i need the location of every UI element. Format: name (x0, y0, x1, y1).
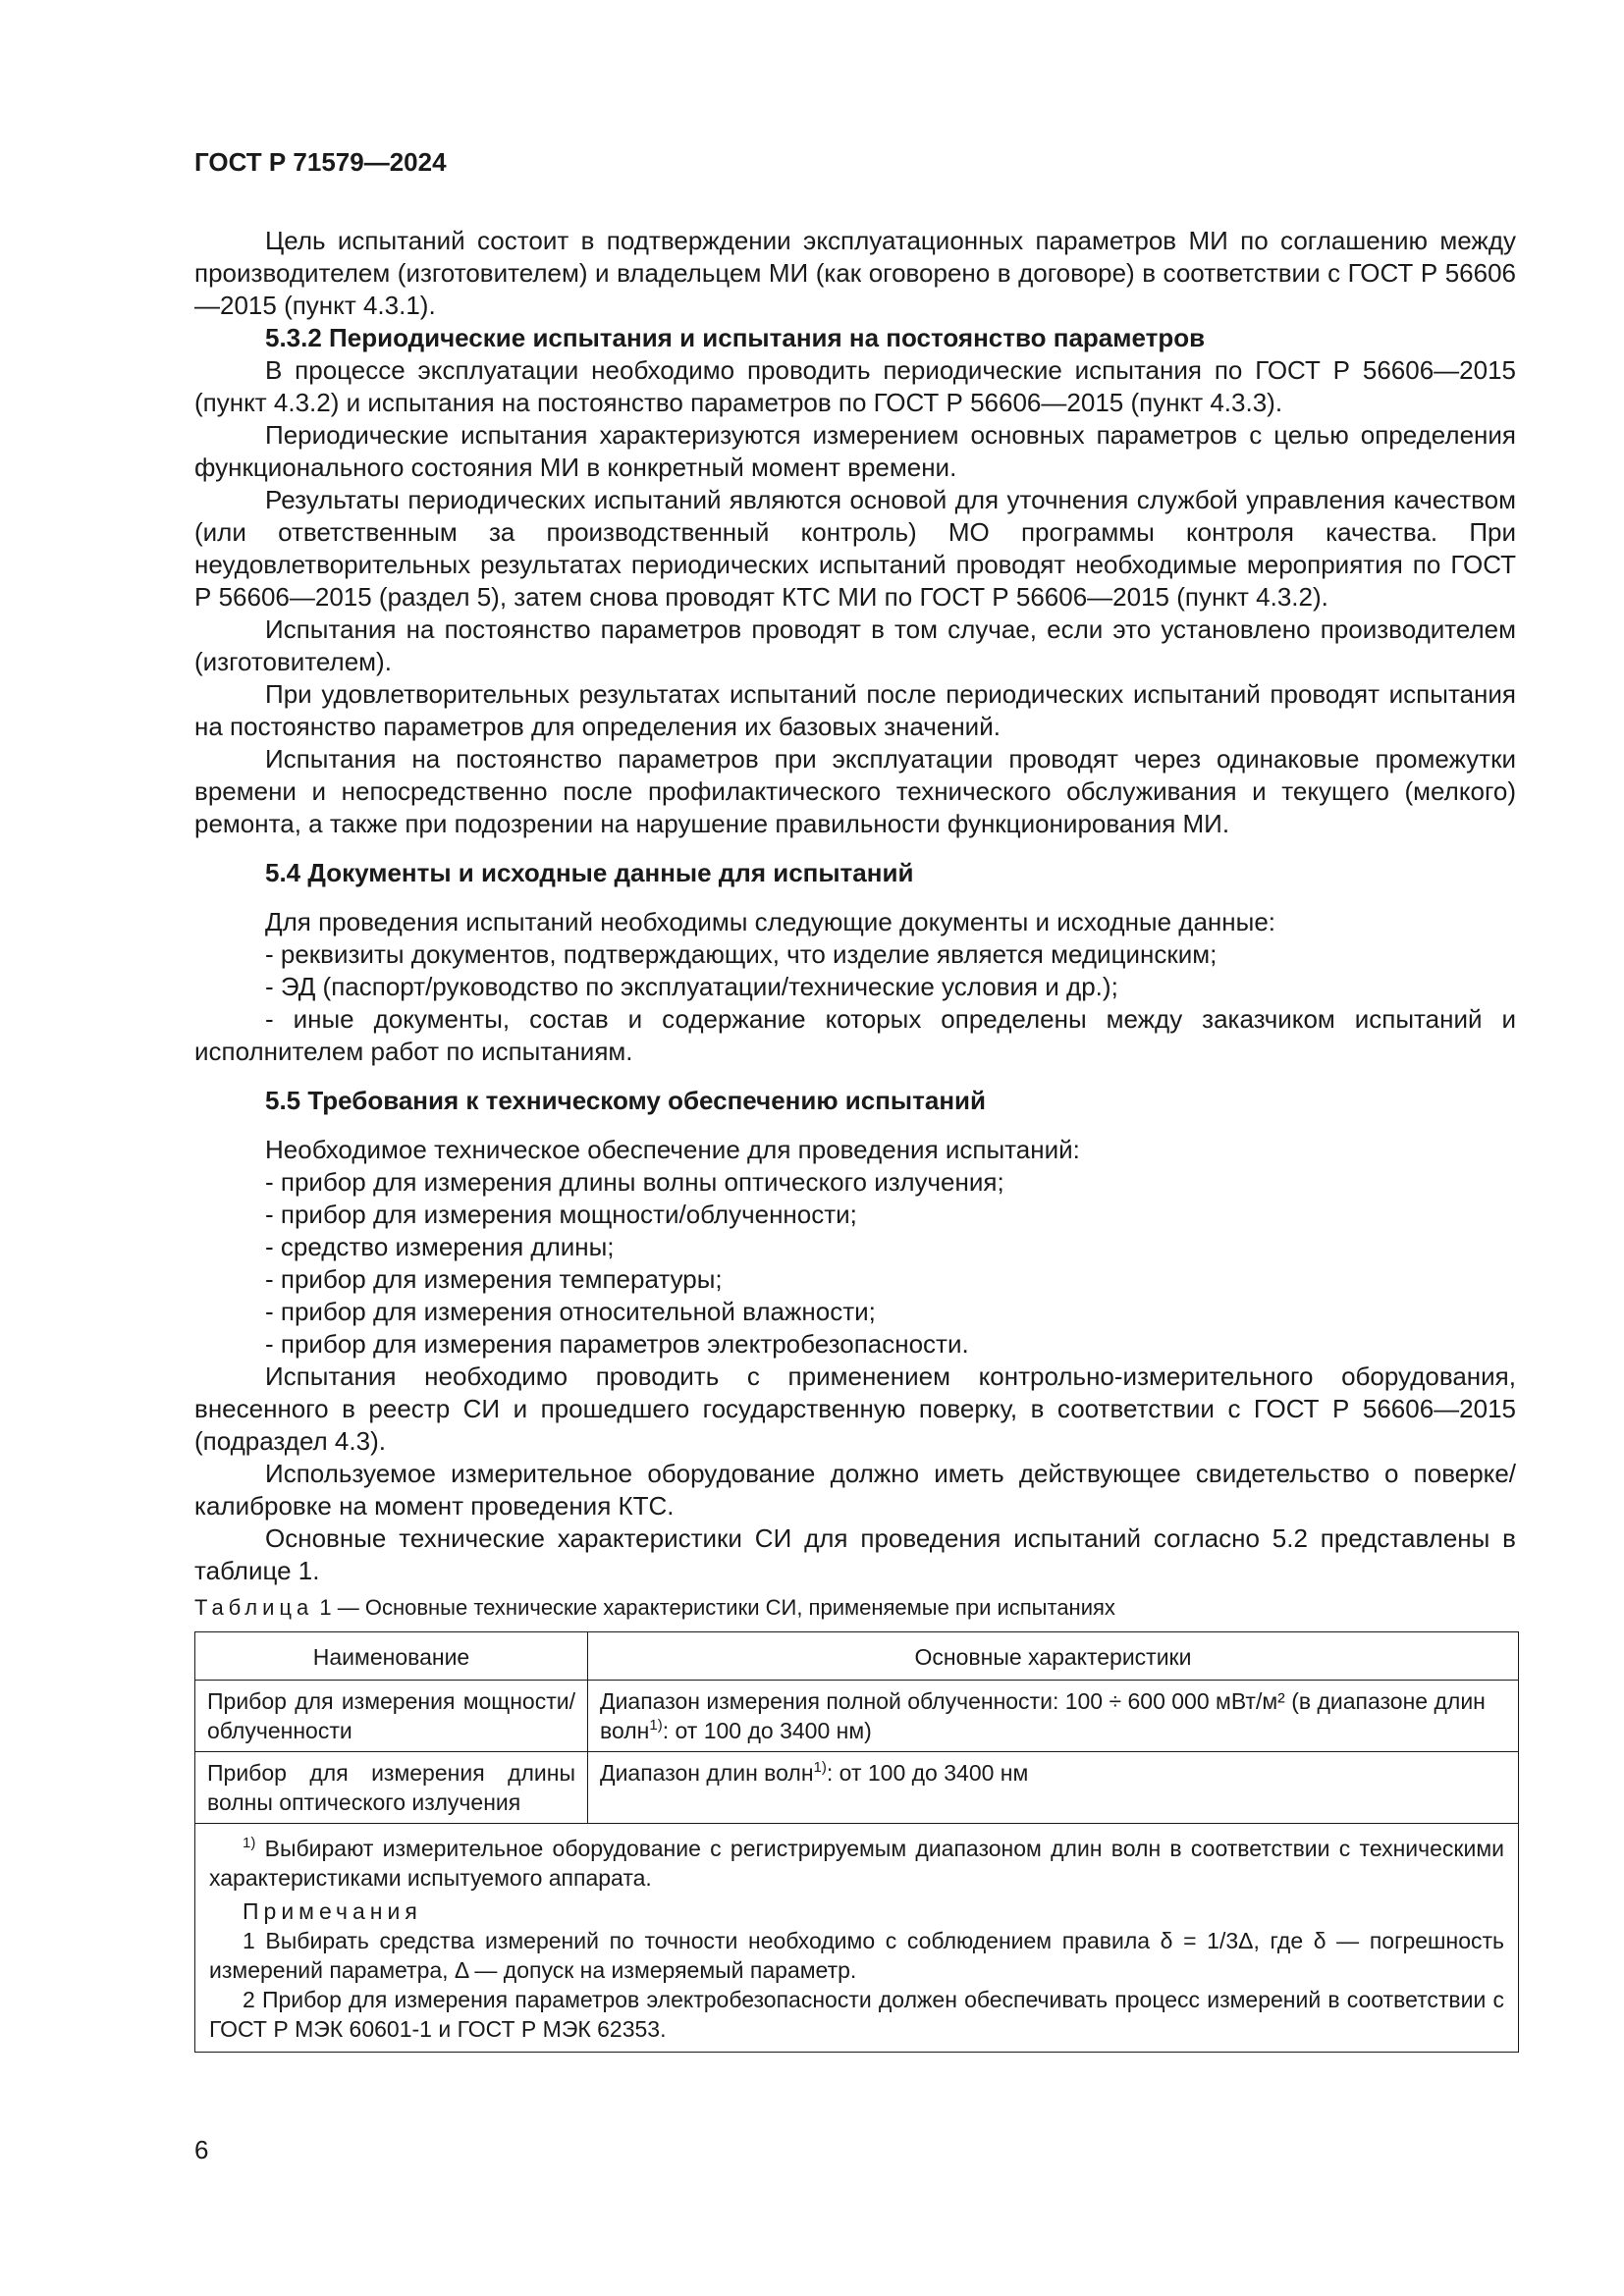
paragraph: При удовлетворительных результатах испытаний после периодических испытаний проводят испытания на постоянство параметров для определения их базовых значений. (194, 679, 1516, 741)
notes-title: Примечания (243, 1898, 422, 1924)
table-header-row (195, 1632, 1519, 1681)
paragraph: Периодические испытания характеризуются измерением основных параметров с целью определения функционального состояния МИ в конкретный момент времени. (194, 420, 1516, 482)
list-item: - иные документы, состав и содержание которых определены между заказчиком испытаний и исполнителем работ по испытаниям. (194, 1004, 1516, 1066)
characteristics-table (194, 1631, 1519, 2053)
table-footer-row (195, 1824, 1519, 2053)
paragraph: В процессе эксплуатации необходимо проводить периодические испытания по ГОСТ Р 56606—2015 (пункт 4.3.2) и испытания на постоянство параметров по ГОСТ Р 56606—2015 (пункт 4.3.3). (194, 355, 1516, 417)
paragraph: Испытания на постоянство параметров проводят в том случае, если это установлено производителем (изготовителем). (194, 614, 1516, 676)
table-row (195, 1752, 1519, 1824)
column-header-characteristics: Основные характеристики (588, 1632, 1519, 1681)
cell-instrument-name: Прибор для измерения длины волны оптического излучения (195, 1752, 588, 1824)
paragraph: Необходимое техническое обеспечение для проведения испытаний: (265, 1135, 1080, 1164)
paragraph: Основные технические характеристики СИ для проведения испытаний согласно 5.2 представлены в таблице 1. (194, 1523, 1516, 1585)
footnote-ref: 1) (813, 1759, 827, 1776)
main-text (194, 225, 1516, 1587)
paragraph: Результаты периодических испытаний являются основой для уточнения службой управления качеством (или ответственным за производственный контроль) МО программы контроля качества. При неудовлетворительных результатах периодических испытаний проводят необходимые мероприятия по ГОСТ Р 56606—2015 (раздел 5), затем снова проводят КТС МИ по ГОСТ Р 56606—2015 (пункт 4.3.2). (194, 485, 1516, 612)
list-item: - реквизиты документов, подтверждающих, что изделие является медицинским; (265, 939, 1218, 969)
section-heading-5-5: 5.5 Требования к техническому обеспечению испытаний (265, 1086, 986, 1115)
footnote-ref: 1) (649, 1717, 663, 1734)
cell-characteristics (588, 1752, 1519, 1824)
list-item: - прибор для измерения параметров электробезопасности. (265, 1329, 969, 1359)
list-item: - средство измерения длины; (265, 1232, 615, 1261)
table-footnotes (195, 1824, 1519, 2053)
char-text: Диапазон измерения полной облученности: 100 ÷ 600 000 мВт/м² (в диапазоне длин волн (600, 1688, 1486, 1743)
char-text: : от 100 до 3400 нм (826, 1760, 1029, 1786)
cell-instrument-name: Прибор для измерения мощности/облученности (195, 1681, 588, 1752)
note-item: 2 Прибор для измерения параметров электробезопасности должен обеспечивать процесс измерений в соответствии с ГОСТ Р МЭК 60601-1 и ГОСТ Р МЭК 62353. (209, 1987, 1504, 2042)
cell-characteristics (588, 1681, 1519, 1752)
footnote-text: Выбирают измерительное оборудование с регистрируемым диапазоном длин волн в соответствии с техническими характеристиками испытуемого аппарата. (209, 1836, 1504, 1891)
table-caption-label: Таблица (194, 1595, 314, 1620)
char-text: : от 100 до 3400 нм) (662, 1718, 872, 1743)
page-number: 6 (194, 2135, 209, 2164)
list-item: - прибор для измерения мощности/облученности; (265, 1200, 857, 1229)
paragraph: Используемое измерительное оборудование должно иметь действующее свидетельство о поверке/калибровке на момент проведения КТС. (194, 1459, 1516, 1521)
paragraph: Испытания необходимо проводить с применением контрольно-измерительного оборудования, внесенного в реестр СИ и прошедшего государственную поверку, в соответствии с ГОСТ Р 56606—2015 (подраздел 4.3). (194, 1362, 1516, 1456)
paragraph: Цель испытаний состоит в подтверждении эксплуатационных параметров МИ по соглашению между производителем (изготовителем) и владельцем МИ (как оговорено в договоре) в соответствии с ГОСТ Р 56606—2015 (пункт 4.3.1). (194, 226, 1516, 320)
footnote-mark: 1) (243, 1835, 256, 1851)
list-item: - прибор для измерения относительной влажности; (265, 1297, 876, 1326)
char-text: Диапазон длин волн (600, 1760, 814, 1786)
list-item: - прибор для измерения длины волны оптического излучения; (265, 1167, 1004, 1197)
list-item: - прибор для измерения температуры; (265, 1264, 723, 1294)
table-row (195, 1681, 1519, 1752)
section-heading-5-3-2: 5.3.2 Периодические испытания и испытания на постоянство параметров (265, 323, 1206, 352)
table-footnote (209, 1834, 1504, 1893)
note-item: 1 Выбирать средства измерений по точности необходимо с соблюдением правила δ = 1/3Δ, где δ — погрешность измерений параметра, Δ — допуск на измеряемый параметр. (209, 1928, 1504, 1983)
list-item: - ЭД (паспорт/руководство по эксплуатации/технические условия и др.); (265, 972, 1118, 1001)
section-heading-5-4: 5.4 Документы и исходные данные для испытаний (265, 858, 914, 887)
table-caption-text: 1 — Основные технические характеристики СИ, применяемые при испытаниях (313, 1595, 1115, 1620)
table-caption (194, 1595, 1115, 1621)
column-header-name: Наименование (195, 1632, 588, 1681)
document-header: ГОСТ Р 71579—2024 (194, 147, 447, 177)
paragraph: Для проведения испытаний необходимы следующие документы и исходные данные: (265, 907, 1276, 936)
paragraph: Испытания на постоянство параметров при эксплуатации проводят через одинаковые промежутки времени и непосредственно после профилактического технического обслуживания и текущего (мелкого) ремонта, а также при подозрении на нарушение правильности функционирования МИ. (194, 744, 1516, 838)
